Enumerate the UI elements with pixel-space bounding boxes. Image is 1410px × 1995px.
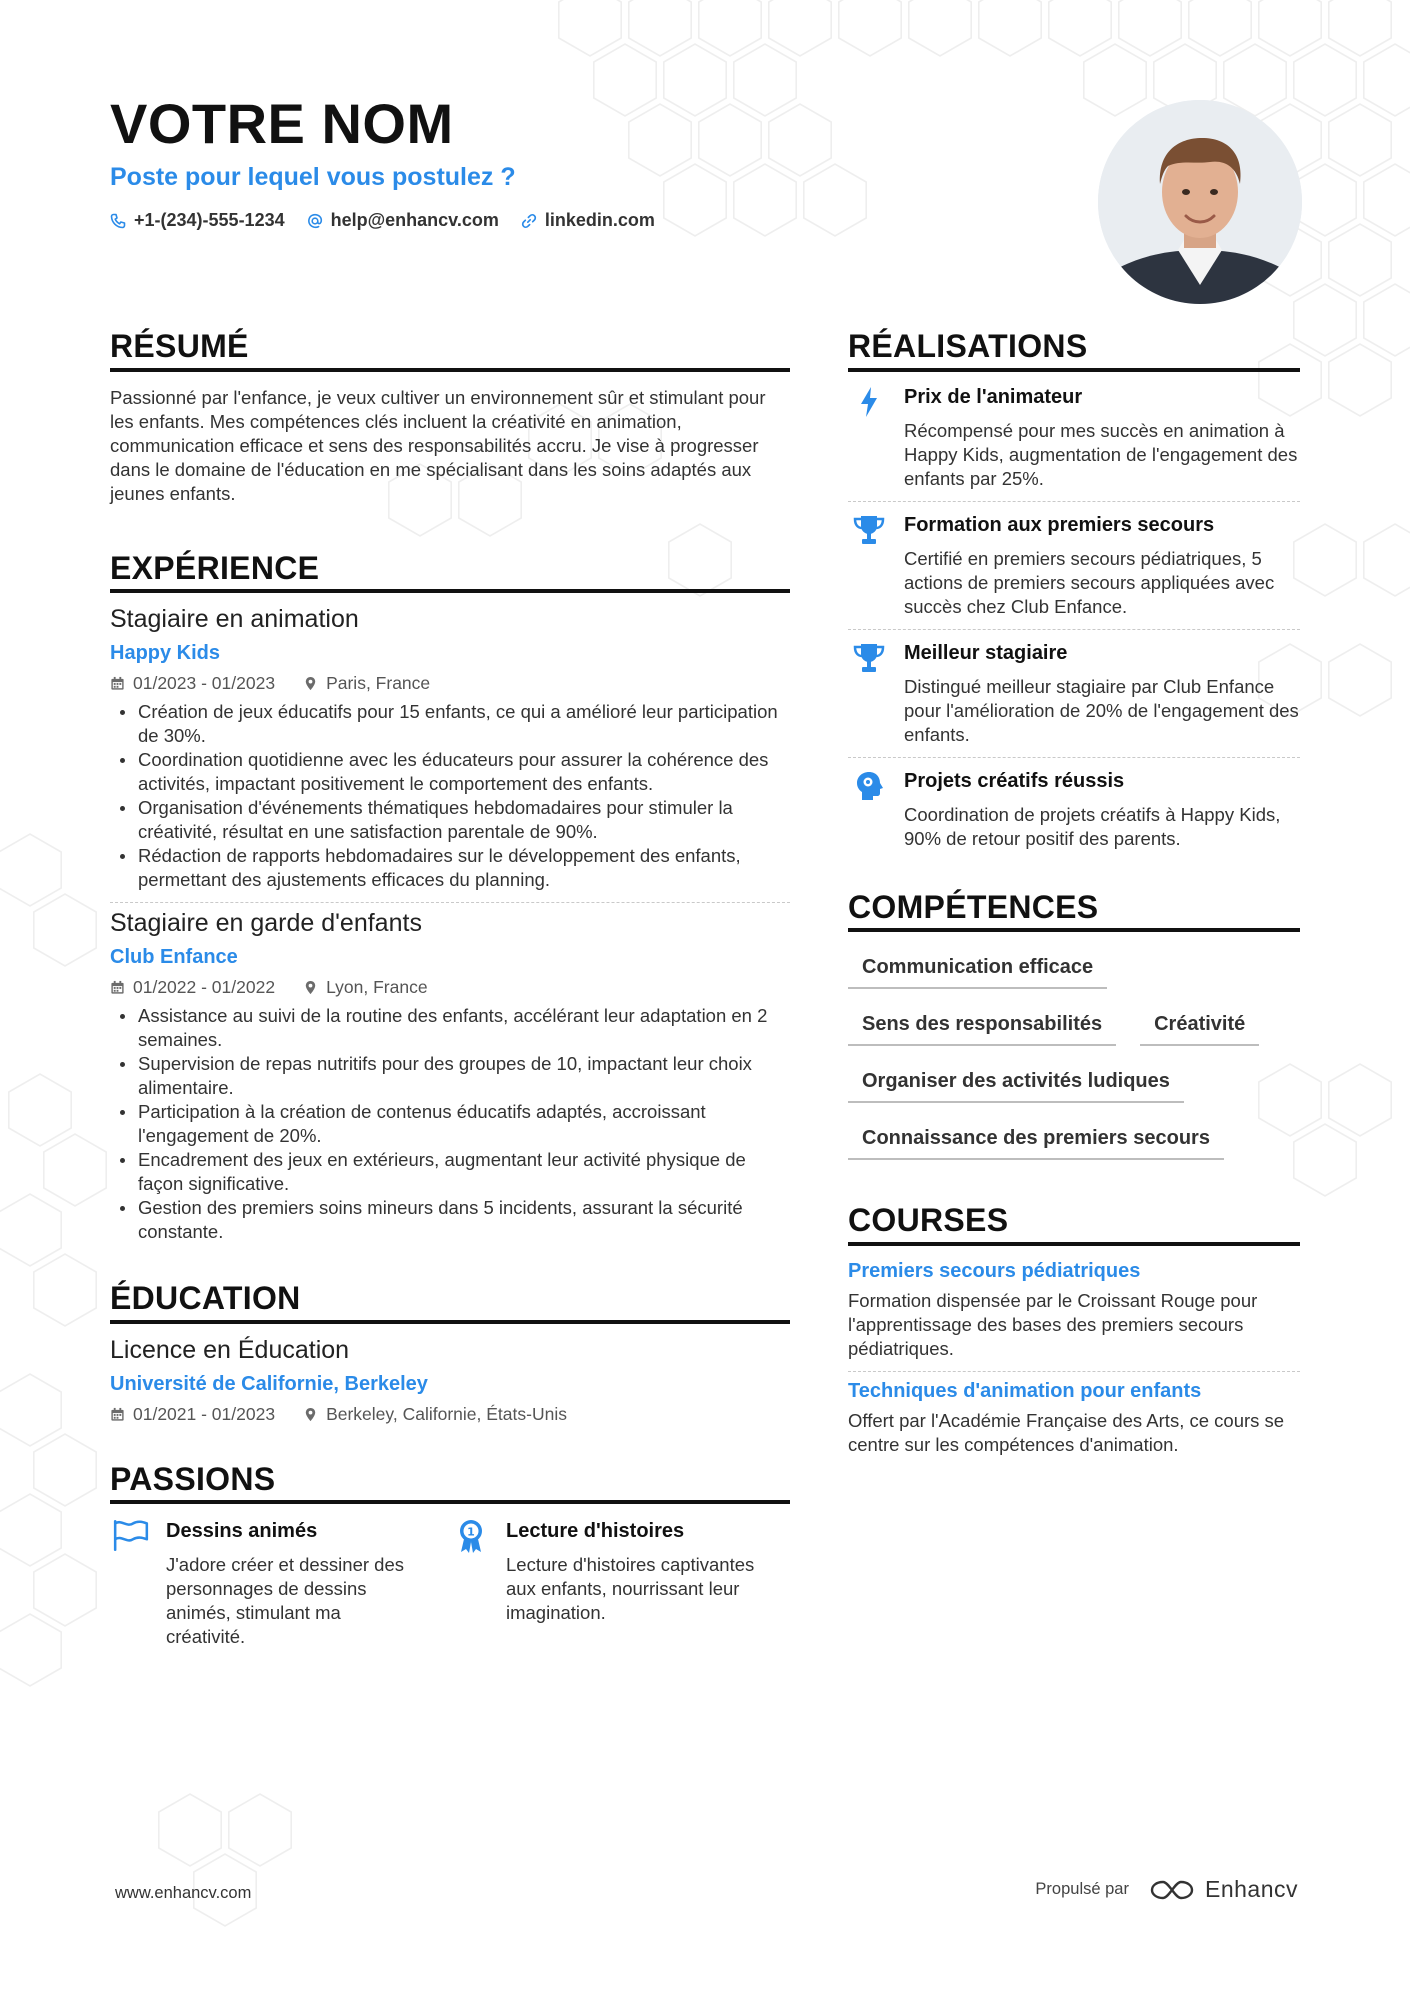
skill-tag: Organiser des activités ludiques: [848, 1060, 1184, 1103]
course-title: Premiers secours pédiatriques: [848, 1259, 1141, 1282]
job-location-text: Lyon, France: [326, 977, 428, 998]
list-item: Coordination quotidienne avec les éducateurs pour assurer la cohérence des activités, impactant positivement le comportement des enfants.: [110, 748, 790, 796]
background-hexagon: [1364, 164, 1410, 236]
skills-section: [848, 888, 1300, 1161]
list-item: Encadrement des jeux en extérieurs, augmentant leur activité physique de façon significative.: [110, 1148, 790, 1196]
resume-page: [110, 0, 1300, 1995]
email-text: help@enhancv.com: [330, 210, 499, 230]
course-desc: Offert par l'Académie Française des Arts, ce cours se centre sur les compétences d'animation.: [848, 1409, 1285, 1455]
background-hexagon: [1364, 524, 1410, 596]
phone-text: +1-(234)-555-1234: [134, 210, 285, 230]
background-hexagon: [44, 1134, 106, 1206]
background-hexagon: [0, 834, 61, 906]
achievement-desc: Coordination de projets créatifs à Happy Kids, 90% de retour positif des parents.: [904, 803, 1281, 849]
passions-heading: PASSIONS: [110, 1463, 790, 1505]
trophy-icon: [848, 514, 890, 619]
list-item: Organisation d'événements thématiques hebdomadaires pour stimuler la créativité, résultat en une satisfaction parentale de 90%.: [110, 796, 790, 844]
courses-section: [848, 1204, 1300, 1457]
divider: [848, 1371, 1300, 1372]
company-name: Club Enfance: [110, 946, 238, 969]
job-meta: [110, 673, 790, 694]
summary-heading: RÉSUMÉ: [110, 330, 790, 372]
background-hexagon: [0, 1194, 61, 1266]
job-bullets: [110, 700, 790, 892]
divider: [848, 629, 1300, 630]
passion-name: Lecture d'histoires: [506, 1520, 685, 1543]
enhancv-logo-icon: [1149, 1878, 1195, 1902]
at-sign-icon: [307, 213, 323, 229]
brand-logo: [1149, 1876, 1298, 1903]
contact-email[interactable]: [307, 210, 499, 231]
contact-linkedin[interactable]: [521, 210, 655, 231]
trophy-icon: [848, 642, 890, 747]
courses-heading: COURSES: [848, 1204, 1300, 1246]
contact-bar: [110, 210, 655, 231]
background-hexagon: [1364, 284, 1410, 356]
list-item: Rédaction de rapports hebdomadaires sur le développement des enfants, permettant des ajustements efficaces du planning.: [110, 844, 790, 892]
phone-icon: [110, 213, 126, 229]
list-item: Assistance au suivi de la routine des enfants, accélérant leur adaptation en 2 semaines.: [110, 1004, 790, 1052]
skill-tag: Connaissance des premiers secours: [848, 1117, 1224, 1160]
passion-item: [450, 1516, 790, 1649]
job-dates: [110, 673, 275, 694]
background-hexagon: [1329, 0, 1391, 56]
achievements-heading: RÉALISATIONS: [848, 330, 1300, 372]
profile-photo: [1098, 100, 1302, 304]
achievement-name: Formation aux premiers secours: [904, 513, 1215, 536]
education-section: [110, 1282, 790, 1425]
contact-phone[interactable]: [110, 210, 285, 231]
brand-name: Enhancv: [1204, 1876, 1298, 1902]
footer-website[interactable]: www.enhancv.com: [115, 1884, 252, 1902]
experience-section: [110, 549, 790, 1245]
achievement-name: Projets créatifs réussis: [904, 769, 1125, 792]
experience-item: [110, 605, 790, 892]
experience-heading: EXPÉRIENCE: [110, 552, 790, 594]
achievement-desc: Certifié en premiers secours pédiatriques, 5 actions de premiers secours appliquées avec succès chez Club Enfance.: [904, 547, 1275, 617]
background-hexagon: [34, 894, 96, 966]
background-hexagon: [1294, 44, 1356, 116]
job-location: [303, 673, 430, 694]
calendar-icon: [110, 676, 125, 691]
job-bullets: [110, 1004, 790, 1244]
background-hexagon: [34, 1434, 96, 1506]
background-hexagon: [1294, 524, 1356, 596]
achievement-item: [848, 506, 1300, 619]
calendar-icon: [110, 1407, 125, 1422]
location-pin-icon: [303, 1407, 318, 1422]
flag-icon: [110, 1516, 152, 1560]
course-item: [848, 1380, 1300, 1457]
list-item: Création de jeux éducatifs pour 15 enfants, ce qui a amélioré leur participation de 30%.: [110, 700, 790, 748]
background-hexagon: [1329, 1064, 1391, 1136]
linkedin-text: linkedin.com: [544, 210, 655, 230]
job-dates-text: 01/2022 - 01/2022: [133, 977, 276, 998]
passions-list: [110, 1516, 790, 1649]
course-item: [848, 1260, 1300, 1361]
list-item: Gestion des premiers soins mineurs dans 5 incidents, assurant la sécurité constante.: [110, 1196, 790, 1244]
target-position: Poste pour lequel vous postulez ?: [110, 163, 516, 191]
background-hexagon: [1294, 164, 1356, 236]
passion-desc: Lecture d'histoires captivantes aux enfants, nourrissant leur imagination.: [506, 1554, 755, 1624]
award-ribbon-icon: [450, 1516, 492, 1560]
background-hexagon: [0, 1614, 61, 1686]
lightning-icon: [848, 386, 890, 491]
summary-section: [110, 330, 790, 506]
job-title: Stagiaire en animation: [110, 605, 359, 634]
background-hexagon: [1329, 224, 1391, 296]
passion-item: [110, 1516, 450, 1649]
powered-by-label: Propulsé par: [1035, 1880, 1129, 1898]
head-idea-icon: [848, 770, 890, 851]
link-icon: [521, 213, 537, 229]
degree-title: Licence en Éducation: [110, 1335, 350, 1364]
list-item: Participation à la création de contenus éducatifs adaptés, accroissant l'engagement de 20%.: [110, 1100, 790, 1148]
course-title: Techniques d'animation pour enfants: [848, 1379, 1202, 1402]
achievement-item: [848, 762, 1300, 851]
skill-tag: Sens des responsabilités: [848, 1003, 1116, 1046]
achievement-name: Meilleur stagiaire: [904, 641, 1068, 664]
achievement-item: [848, 634, 1300, 747]
skill-tag: Créativité: [1140, 1003, 1259, 1046]
company-name: Happy Kids: [110, 642, 221, 665]
passions-section: [110, 1460, 790, 1650]
job-location: [303, 977, 428, 998]
achievements-section: [848, 330, 1300, 851]
right-column: [848, 330, 1300, 1457]
job-meta: [110, 977, 790, 998]
background-hexagon: [1294, 284, 1356, 356]
background-hexagon: [34, 1254, 96, 1326]
education-heading: ÉDUCATION: [110, 1282, 790, 1324]
job-dates-text: 01/2023 - 01/2023: [133, 673, 276, 694]
svg-text:1: 1: [467, 1525, 475, 1539]
footer-branding[interactable]: [1035, 1876, 1298, 1903]
divider: [110, 902, 790, 903]
passion-desc: J'adore créer et dessiner des personnages de dessins animés, stimulant ma créativité.: [166, 1554, 404, 1648]
background-hexagon: [34, 1554, 96, 1626]
education-dates: [110, 1404, 275, 1425]
background-hexagon: [1364, 44, 1410, 116]
divider: [848, 757, 1300, 758]
achievement-item: [848, 372, 1300, 491]
list-item: Supervision de repas nutritifs pour des groupes de 10, impactant leur choix alimentaire.: [110, 1052, 790, 1100]
job-title: Stagiaire en garde d'enfants: [110, 909, 422, 938]
location-pin-icon: [303, 980, 318, 995]
education-location: [303, 1404, 567, 1425]
education-location-text: Berkeley, Californie, États-Unis: [326, 1403, 567, 1424]
location-pin-icon: [303, 676, 318, 691]
summary-text: Passionné par l'enfance, je veux cultiver un environnement sûr et stimulant pour les enfants. Mes compétences clés incluent la créativité en animation, communication efficace et sens des responsabilités accru. Je vise à progresser dans le domaine de l'éducation en me spécialisant dans les soins adaptés aux jeunes enfants.: [110, 386, 766, 504]
school-name: Université de Californie, Berkeley: [110, 1372, 428, 1395]
experience-item: [110, 909, 790, 1244]
education-meta: [110, 1404, 790, 1425]
left-column: [110, 330, 790, 1649]
background-hexagon: [9, 1074, 71, 1146]
background-hexagon: [1294, 1124, 1356, 1196]
divider: [848, 501, 1300, 502]
education-dates-text: 01/2021 - 01/2023: [133, 1403, 276, 1424]
skills-list: [848, 946, 1300, 1160]
candidate-name: VOTRE NOM: [110, 92, 454, 155]
passion-name: Dessins animés: [166, 1520, 318, 1543]
calendar-icon: [110, 980, 125, 995]
background-hexagon: [1329, 104, 1391, 176]
job-dates: [110, 977, 275, 998]
background-hexagon: [1329, 644, 1391, 716]
skills-heading: COMPÉTENCES: [848, 891, 1300, 933]
course-desc: Formation dispensée par le Croissant Rouge pour l'apprentissage des bases des premiers secours pédiatriques.: [848, 1289, 1258, 1359]
achievement-desc: Récompensé pour mes succès en animation à Happy Kids, augmentation de l'engagement des enfants par 25%.: [904, 419, 1298, 489]
job-location-text: Paris, France: [326, 673, 431, 694]
achievement-name: Prix de l'animateur: [904, 385, 1083, 408]
achievement-desc: Distingué meilleur stagiaire par Club Enfance pour l'amélioration de 20% de l'engagement des enfants.: [904, 675, 1299, 745]
skill-tag: Communication efficace: [848, 946, 1107, 989]
background-hexagon: [0, 1374, 61, 1446]
background-hexagon: [0, 1494, 61, 1566]
background-hexagon: [1329, 344, 1391, 416]
